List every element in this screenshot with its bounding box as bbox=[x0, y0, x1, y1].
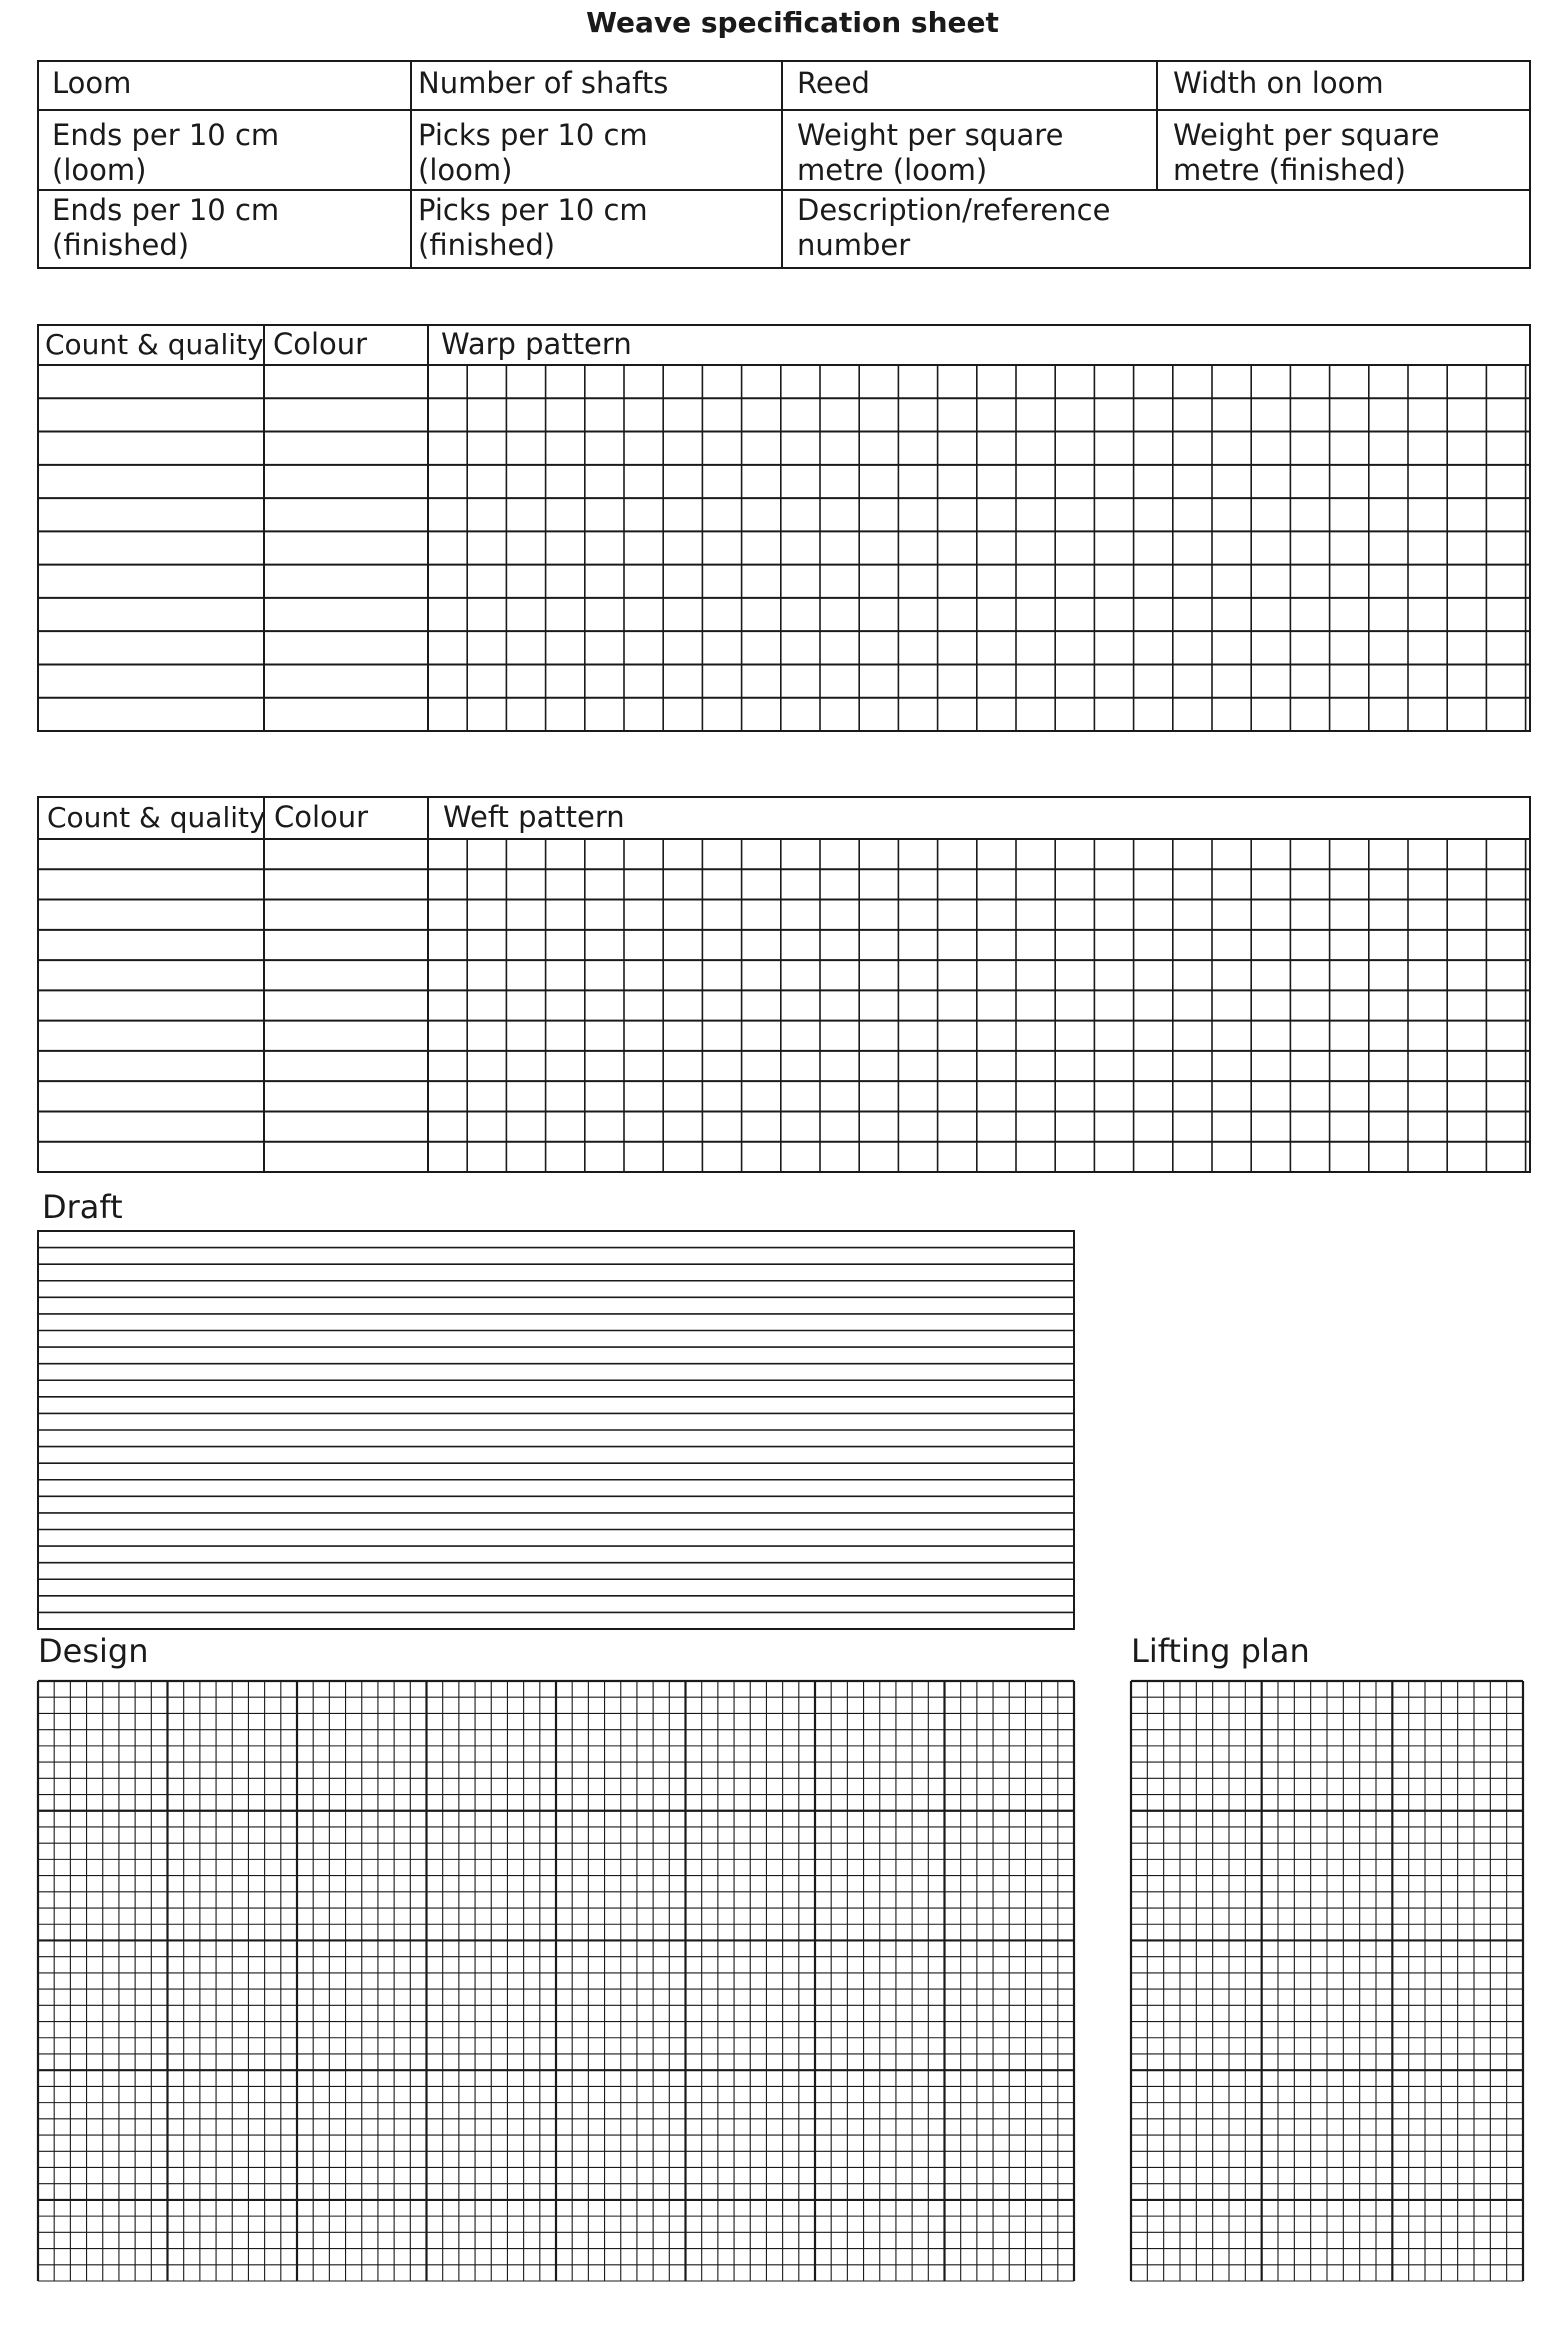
reed-label: Reed bbox=[797, 66, 870, 100]
number-of-shafts-label: Number of shafts bbox=[418, 66, 669, 100]
description-label: Description/reference number bbox=[797, 193, 1111, 262]
ends-finished-label: Ends per 10 cm (finished) bbox=[52, 193, 280, 262]
width-on-loom-label: Width on loom bbox=[1173, 66, 1384, 100]
weight-loom-label: Weight per square metre (loom) bbox=[797, 118, 1064, 187]
ends-loom-label: Ends per 10 cm (loom) bbox=[52, 118, 280, 187]
warp-table-border bbox=[38, 325, 1530, 731]
picks-finished-label: Picks per 10 cm (finished) bbox=[418, 193, 648, 262]
warp-colour-label: Colour bbox=[273, 327, 368, 361]
weft-count-quality-label: Count & quality bbox=[47, 801, 266, 834]
weft-pattern-label: Weft pattern bbox=[443, 800, 625, 834]
warp-count-quality-label: Count & quality bbox=[45, 328, 264, 361]
warp-pattern-label: Warp pattern bbox=[441, 327, 632, 361]
weft-table-border bbox=[38, 797, 1530, 1172]
loom-label: Loom bbox=[52, 66, 132, 100]
lifting-plan-label: Lifting plan bbox=[1131, 1632, 1310, 1670]
draft-label: Draft bbox=[42, 1188, 123, 1226]
page-title: Weave specification sheet bbox=[586, 6, 999, 39]
weft-colour-label: Colour bbox=[274, 800, 369, 834]
picks-loom-label: Picks per 10 cm (loom) bbox=[418, 118, 648, 187]
design-label: Design bbox=[38, 1632, 149, 1670]
weight-finished-label: Weight per square metre (finished) bbox=[1173, 118, 1440, 187]
